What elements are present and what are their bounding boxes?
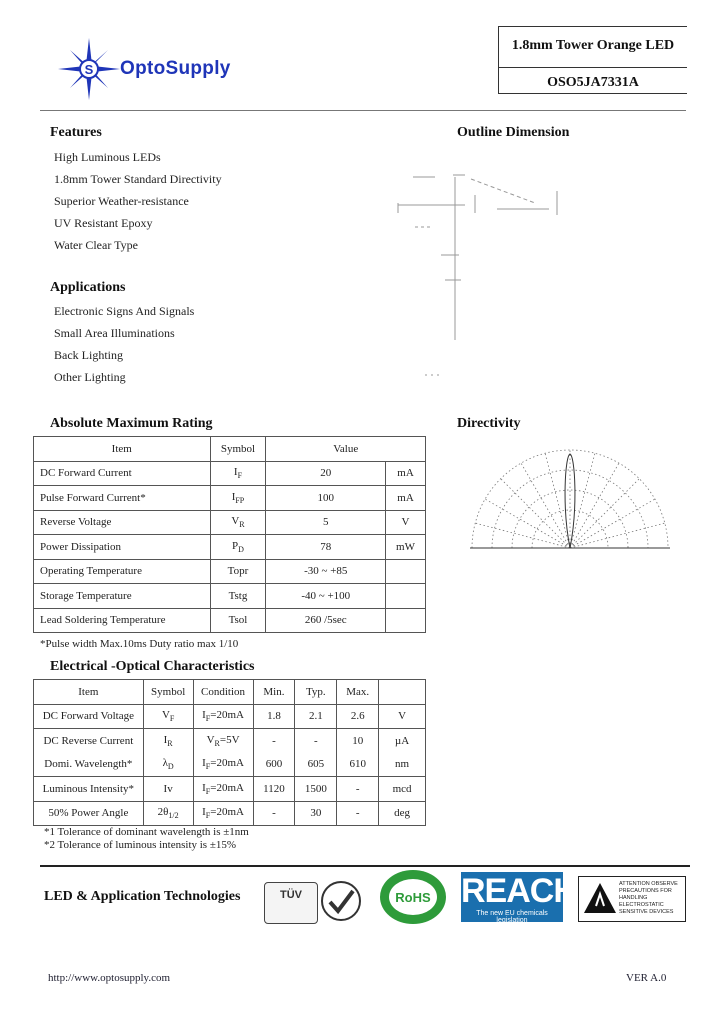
checkmark-cert-icon <box>320 880 362 922</box>
table-header-row <box>34 437 426 462</box>
table-cell <box>386 559 426 584</box>
reach-logo-subtitle: The new EU chemicals legislation <box>476 910 548 924</box>
table-cell: 10 <box>337 729 379 753</box>
table-cell: - <box>253 801 295 826</box>
directivity-heading: Directivity <box>457 416 521 431</box>
table-row <box>34 535 426 560</box>
table-row <box>34 461 426 486</box>
table-cell: 100 <box>266 486 386 511</box>
table-cell: µA <box>379 729 426 753</box>
table-row <box>34 559 426 584</box>
table-cell: 30 <box>295 801 337 826</box>
table-row <box>34 704 426 729</box>
outline-heading: Outline Dimension <box>457 125 570 140</box>
table-cell: V <box>379 704 426 729</box>
application-item: Small Area Illuminations <box>54 326 175 340</box>
table-cell: 2.6 <box>337 704 379 729</box>
table-header-row <box>34 680 426 705</box>
table-cell: 50% Power Angle <box>34 801 144 826</box>
table-cell: Operating Temperature <box>34 559 211 584</box>
rohs-logo-text: RoHS <box>395 890 431 905</box>
table-cell: $I_F=20mA$ <box>193 777 253 802</box>
table-cell: mW <box>386 535 426 560</box>
reach-logo <box>461 872 577 924</box>
table-cell <box>386 584 426 609</box>
title-divider <box>499 67 687 68</box>
table-row <box>34 510 426 535</box>
table-cell: nm <box>379 753 426 777</box>
table-header-cell: Symbol <box>210 437 266 462</box>
table-row <box>34 486 426 511</box>
product-title: 1.8mm Tower Orange LED <box>511 38 675 53</box>
table-cell: 260 /5sec <box>266 608 386 633</box>
table-header-cell <box>379 680 426 705</box>
table-cell: $\lambda_D$ <box>143 753 193 777</box>
table-row <box>34 608 426 633</box>
version-label: VER A.0 <box>626 972 667 984</box>
table-cell: DC Forward Current <box>34 461 211 486</box>
table-header-cell: Item <box>34 680 144 705</box>
feature-item: UV Resistant Epoxy <box>54 216 153 230</box>
application-item: Electronic Signs And Signals <box>54 304 195 318</box>
table-cell: Reverse Voltage <box>34 510 211 535</box>
table-cell: -40 ~ +100 <box>266 584 386 609</box>
table-cell: V <box>386 510 426 535</box>
table-cell: mA <box>386 486 426 511</box>
header-divider <box>40 110 686 111</box>
eoc-table <box>33 679 426 826</box>
outline-drawing <box>395 165 565 385</box>
svg-text:S: S <box>84 62 94 77</box>
table-cell: $V_R=5V$ <box>193 729 253 753</box>
table-cell: $I_R$ <box>143 729 193 753</box>
feature-item: High Luminous LEDs <box>54 150 161 164</box>
table-header-cell: Item <box>34 437 211 462</box>
eoc-footnote-2: *2 Tolerance of luminous intensity is ±15% <box>44 839 237 851</box>
amr-heading: Absolute Maximum Rating <box>50 416 213 431</box>
table-cell: Tstg <box>210 584 266 609</box>
table-cell: Topr <box>210 559 266 584</box>
rohs-compliant-icon <box>378 868 448 926</box>
application-item: Other Lighting <box>54 370 126 384</box>
esd-warning-icon <box>583 882 617 914</box>
table-cell: 610 <box>337 753 379 777</box>
title-block <box>498 26 687 94</box>
table-cell: Storage Temperature <box>34 584 211 609</box>
website-link[interactable]: http://www.optosupply.com <box>48 972 171 984</box>
optosupply-logo-icon <box>58 38 120 100</box>
company-tagline: LED & Application Technologies <box>44 889 241 904</box>
table-cell: Luminous Intensity* <box>34 777 144 802</box>
amr-table <box>33 436 426 633</box>
table-cell: 5 <box>266 510 386 535</box>
table-cell: Tsol <box>210 608 266 633</box>
features-heading: Features <box>50 125 102 140</box>
table-cell: 78 <box>266 535 386 560</box>
part-number: OSO5JA7331A <box>547 75 639 90</box>
tuv-logo-text: TÜV <box>280 889 302 901</box>
feature-item: Water Clear Type <box>54 238 138 252</box>
table-cell: Power Dissipation <box>34 535 211 560</box>
table-cell: $P_D$ <box>210 535 266 560</box>
table-cell: - <box>337 777 379 802</box>
table-cell: $I_{FP}$ <box>210 486 266 511</box>
table-row <box>34 801 426 826</box>
table-cell: 1.8 <box>253 704 295 729</box>
table-cell: $I_F=20mA$ <box>193 801 253 826</box>
table-cell: 605 <box>295 753 337 777</box>
table-cell: $2\theta_{1/2}$ <box>143 801 193 826</box>
table-header-cell: Min. <box>253 680 295 705</box>
footer-divider <box>40 865 690 867</box>
applications-heading: Applications <box>50 280 126 295</box>
table-cell: - <box>253 729 295 753</box>
table-cell: Iv <box>143 777 193 802</box>
reach-logo-text: REACH <box>461 872 577 910</box>
table-cell: - <box>295 729 337 753</box>
eoc-heading: Electrical -Optical Characteristics <box>50 659 255 674</box>
table-cell: $I_F=20mA$ <box>193 753 253 777</box>
table-cell: Lead Soldering Temperature <box>34 608 211 633</box>
table-cell: DC Forward Voltage <box>34 704 144 729</box>
table-cell: 1500 <box>295 777 337 802</box>
table-cell: 20 <box>266 461 386 486</box>
table-header-cell: Typ. <box>295 680 337 705</box>
table-header-cell: Max. <box>337 680 379 705</box>
amr-footnote: *Pulse width Max.10ms Duty ratio max 1/10 <box>40 638 239 650</box>
table-cell: mcd <box>379 777 426 802</box>
table-header-cell: Condition <box>193 680 253 705</box>
table-header-cell: Value <box>266 437 426 462</box>
table-row <box>34 753 426 777</box>
table-cell: $I_F$ <box>210 461 266 486</box>
table-header-cell: Symbol <box>143 680 193 705</box>
application-item: Back Lighting <box>54 348 123 362</box>
table-cell: $V_F$ <box>143 704 193 729</box>
table-cell: Domi. Wavelength* <box>34 753 144 777</box>
eoc-footnote-1: *1 Tolerance of dominant wavelength is ±1nm <box>44 826 249 838</box>
esd-label-text: ATTENTION OBSERVE PRECAUTIONS FOR HANDLING ELECTROSTATIC SENSITIVE DEVICES <box>619 881 678 915</box>
table-cell: - <box>337 801 379 826</box>
directivity-polar-plot <box>470 448 670 552</box>
tuv-cert-logo <box>264 882 318 924</box>
esd-warning-label <box>578 876 686 922</box>
table-row <box>34 777 426 802</box>
brand-name: OptoSupply <box>120 58 231 79</box>
feature-item: Superior Weather-resistance <box>54 194 189 208</box>
table-cell: -30 ~ +85 <box>266 559 386 584</box>
table-cell: 2.1 <box>295 704 337 729</box>
table-cell: deg <box>379 801 426 826</box>
table-cell: $V_R$ <box>210 510 266 535</box>
table-cell: mA <box>386 461 426 486</box>
table-cell: DC Reverse Current <box>34 729 144 753</box>
table-cell: $I_F=20mA$ <box>193 704 253 729</box>
table-cell: 600 <box>253 753 295 777</box>
table-cell: 1120 <box>253 777 295 802</box>
table-cell <box>386 608 426 633</box>
table-cell: Pulse Forward Current* <box>34 486 211 511</box>
feature-item: 1.8mm Tower Standard Directivity <box>54 172 222 186</box>
table-row <box>34 584 426 609</box>
table-row <box>34 729 426 753</box>
